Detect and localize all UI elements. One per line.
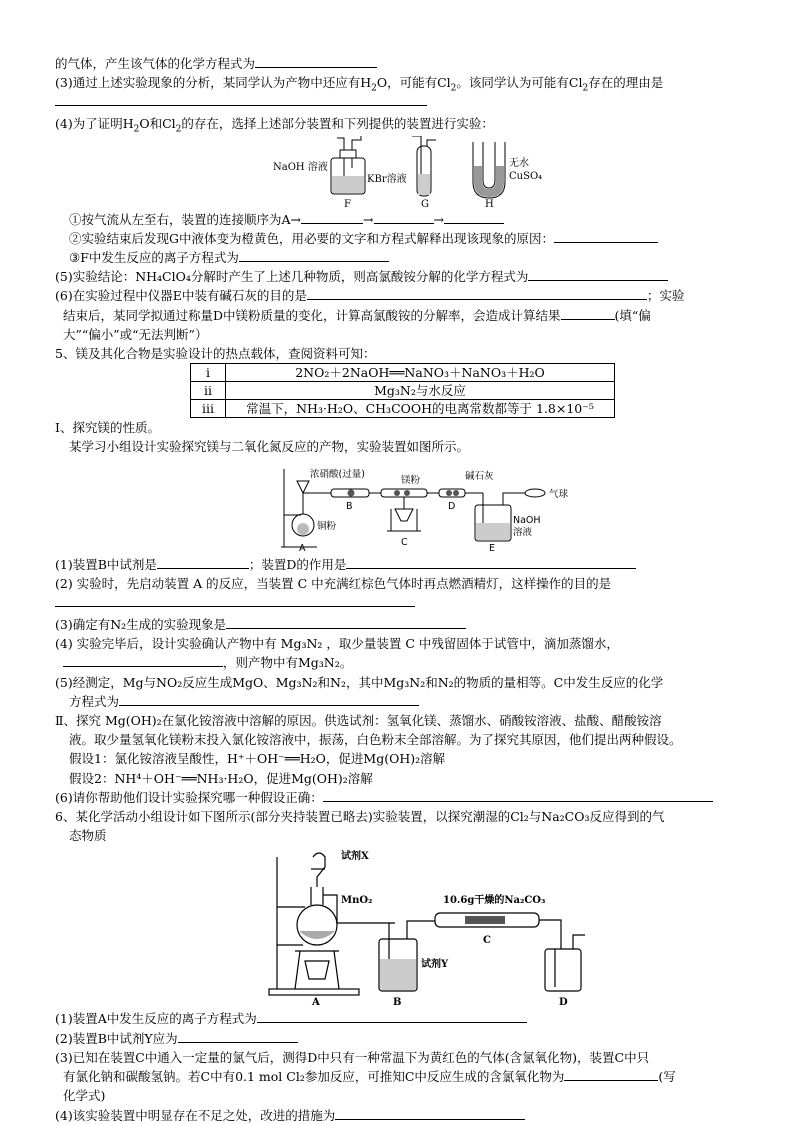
line-9: (6)在实验过程中仪器E中装有碱石灰的目的是 ；实验 bbox=[55, 288, 685, 304]
funnel-a bbox=[297, 481, 309, 493]
apparatus-cl2-diagram bbox=[55, 847, 745, 1007]
separatory-funnel bbox=[313, 853, 325, 887]
label-mno2: MnO₂ bbox=[341, 895, 373, 907]
label-a: A bbox=[299, 542, 306, 553]
line-17: (3)确定有N₂生成的实验现象是 bbox=[55, 615, 745, 634]
bottle-d bbox=[545, 949, 581, 991]
label-reagent-y: 试剂Y bbox=[421, 959, 449, 971]
label-naoh: NaOH bbox=[513, 514, 541, 526]
label-cuso4: CuSO₄ bbox=[509, 170, 543, 182]
table-row: i 2NO₂＋2NaOH══NaNO₃＋NaNO₃＋H₂O bbox=[191, 364, 615, 382]
answer-blank[interactable] bbox=[307, 286, 647, 300]
page-content bbox=[55, 54, 745, 1125]
answer-blank[interactable] bbox=[255, 54, 377, 68]
answer-blank[interactable] bbox=[301, 210, 363, 224]
answer-blank[interactable] bbox=[564, 1067, 658, 1081]
line-6: ②实验结束后发现G中液体变为橙黄色，用必要的文字和方程式解释出现该现象的原因： bbox=[55, 229, 745, 248]
line-18b: ，则产物中有Mg₃N₂。 bbox=[55, 653, 745, 672]
line-21: Ⅱ、探究 Mg(OH)₂在氯化铵溶液中溶解的原因。供选试剂：氢氧化镁、蒸馏水、硝酸铵溶液、盐酸、醋酸铵溶 bbox=[55, 713, 662, 729]
label-mg: 镁粉 bbox=[401, 474, 421, 486]
line-16: (2) 实验时，先启动装置 A 的反应，当装置 C 中充满红棕色气体时再点燃酒精灯，这样操作的目的是 bbox=[55, 575, 612, 591]
line-25: (6)请你帮助他们设计实验探究哪一种假设正确： bbox=[55, 788, 745, 807]
answer-blank[interactable] bbox=[55, 593, 415, 607]
line-3 bbox=[55, 92, 745, 114]
line-13: Ⅰ、探究镁的性质。 bbox=[55, 420, 160, 436]
answer-blank[interactable] bbox=[374, 210, 434, 224]
line-20: 方程式为 bbox=[55, 692, 745, 711]
reference-table bbox=[190, 363, 615, 418]
line-10: 结束后，某同学拟通过称量D中镁粉质量的变化，计算高氯酸铵的分解率，会造成计算结果 (填“偏 bbox=[63, 307, 651, 323]
table-row: iii 常温下，NH₃·H₂O、CH₃COOH的电离常数都等于 1.8×10⁻⁵ bbox=[191, 400, 615, 418]
label-kbr: KBr溶液 bbox=[367, 173, 407, 185]
label-h: H bbox=[485, 198, 494, 208]
line-22: 液。取少量氢氧化镁粉末投入氯化铵溶液中，振荡，白色粉末全部溶解。为了探究其原因，他们提出两种假设。 bbox=[69, 732, 682, 748]
line-19: (5)经测定，Mg与NO₂反应生成MgO、Mg₃N₂和N₂，其中Mg₃N₂和N₂的物质的量相等。C中发生反应的化学 bbox=[55, 674, 664, 690]
answer-blank[interactable] bbox=[157, 555, 249, 569]
balloon bbox=[525, 489, 545, 497]
label-c: C bbox=[401, 536, 408, 548]
label-d: D bbox=[559, 997, 568, 1008]
line-30: (3)已知在装置C中通入一定量的氯气后，测得D中只有一种常温下为黄红色的气体(含氯氧化物)，装置C中只 bbox=[55, 1049, 650, 1065]
answer-blank[interactable] bbox=[444, 210, 504, 224]
label-a: A bbox=[312, 997, 320, 1008]
label-naoh: NaOH 溶液 bbox=[273, 161, 328, 173]
cuso4-fill bbox=[474, 166, 504, 197]
label-reagent-x: 试剂X bbox=[341, 851, 369, 863]
line-23: 假设1：氯化铵溶液呈酸性，H⁺＋OH⁻══H₂O，促进Mg(OH)₂溶解 bbox=[69, 751, 446, 767]
label-b: B bbox=[346, 500, 353, 512]
label-b: B bbox=[393, 997, 402, 1008]
line-14: 某学习小组设计实验探究镁与二氧化氮反应的产物，实验装置如图所示。 bbox=[69, 439, 470, 455]
label-na2co3: 10.6g干燥的Na₂CO₃ bbox=[443, 895, 546, 907]
stand-base bbox=[269, 989, 359, 995]
table-row: ii Mg₃N₂与水反应 bbox=[191, 382, 615, 400]
answer-blank[interactable] bbox=[239, 248, 389, 262]
line-11: 大”“偏小”或“无法判断”） bbox=[63, 326, 208, 342]
label-soda-lime: 碱石灰 bbox=[465, 470, 494, 482]
line-15: (1)装置B中试剂是 ；装置D的作用是 bbox=[55, 555, 745, 574]
answer-blank[interactable] bbox=[119, 692, 419, 706]
answer-blank[interactable] bbox=[226, 615, 466, 629]
answer-blank[interactable] bbox=[335, 1106, 525, 1120]
label-d: D bbox=[448, 500, 456, 512]
label-g: G bbox=[421, 198, 429, 208]
line-26: 6、某化学活动小组设计如下图所示(部分夹持装置已略去)实验装置，以探究潮湿的Cl₂与Na₂CO₃反应得到的气 bbox=[55, 809, 665, 825]
label-f: F bbox=[344, 198, 351, 208]
line-1: 的气体，产生该气体的化学方程式为 bbox=[55, 54, 745, 73]
line-24: 假设2：NH⁴＋OH⁻══NH₃·H₂O，促进Mg(OH)₂溶解 bbox=[69, 770, 373, 786]
line-5: ①按气流从左至右，装置的连接顺序为A→ → → bbox=[55, 210, 745, 229]
line-7: ③F中发生反应的离子方程式为 bbox=[55, 248, 745, 267]
line-33: (4)该实验装置中明显存在不足之处，改进的措施为 bbox=[55, 1106, 745, 1125]
label-copper: 铜粉 bbox=[317, 520, 337, 532]
answer-blank[interactable] bbox=[561, 306, 615, 320]
burner-a bbox=[305, 961, 329, 979]
answer-blank[interactable] bbox=[55, 92, 427, 106]
line-29: (2)装置B中试剂Y应为 bbox=[55, 1029, 745, 1048]
line-16b bbox=[55, 593, 745, 615]
b-packing bbox=[348, 489, 355, 496]
apparatus-cl2-figure bbox=[55, 847, 745, 1007]
line-32: 化学式) bbox=[63, 1088, 106, 1104]
liquid-g bbox=[418, 174, 430, 195]
label-c: C bbox=[483, 935, 491, 947]
line-28: (1)装置A中发生反应的离子方程式为 bbox=[55, 1009, 745, 1028]
apparatus-fgh-diagram bbox=[55, 136, 745, 208]
lamp-c bbox=[395, 509, 413, 521]
label-anhydrous: 无水 bbox=[509, 157, 529, 169]
answer-blank[interactable] bbox=[63, 653, 223, 667]
answer-blank[interactable] bbox=[554, 229, 658, 243]
answer-blank[interactable] bbox=[346, 555, 636, 569]
liquid-f bbox=[332, 176, 364, 193]
apparatus-mg-no2-diagram bbox=[55, 459, 745, 553]
answer-blank[interactable] bbox=[257, 1009, 527, 1023]
answer-blank[interactable] bbox=[528, 267, 668, 281]
label-balloon: 气球 bbox=[549, 488, 569, 500]
apparatus-mg-no2-figure bbox=[55, 459, 745, 553]
label-e: E bbox=[489, 542, 496, 553]
apparatus-fgh-figure bbox=[55, 136, 745, 208]
line-2: (3)通过上述实验现象的分析，某同学认为产物中还应有$H_2O$，可能有$Cl_2$。该同学认为可能有$Cl_2$存在的理由是 bbox=[55, 75, 664, 94]
label-solution: 溶液 bbox=[513, 526, 533, 538]
line-31: 有氯化钠和碳酸氢钠。若C中有0.1 mol Cl₂参加反应，可推知C中反应生成的含氯氧化物为 (写 bbox=[63, 1069, 676, 1085]
answer-blank[interactable] bbox=[323, 788, 713, 802]
line-4: (4)为了证明$H_2O$和$Cl_2$的存在，选择上述部分装置和下列提供的装置进行实验： bbox=[55, 116, 494, 135]
line-12: 5、镁及其化合物是实验设计的热点载体，查阅资料可知： bbox=[55, 346, 376, 362]
line-8: (5)实验结论：NH₄ClO₄分解时产生了上述几种物质，则高氯酸铵分解的化学方程式为 bbox=[55, 267, 745, 286]
label-nitric-acid: 浓硝酸(过量) bbox=[310, 468, 365, 480]
line-18: (4) 实验完毕后，设计实验确认产物中有 Mg₃N₂ ，取少量装置 C 中残留固体于试管中，滴加蒸馏水， bbox=[55, 636, 619, 652]
line-27: 态物质 bbox=[69, 828, 107, 844]
answer-blank[interactable] bbox=[178, 1029, 298, 1043]
